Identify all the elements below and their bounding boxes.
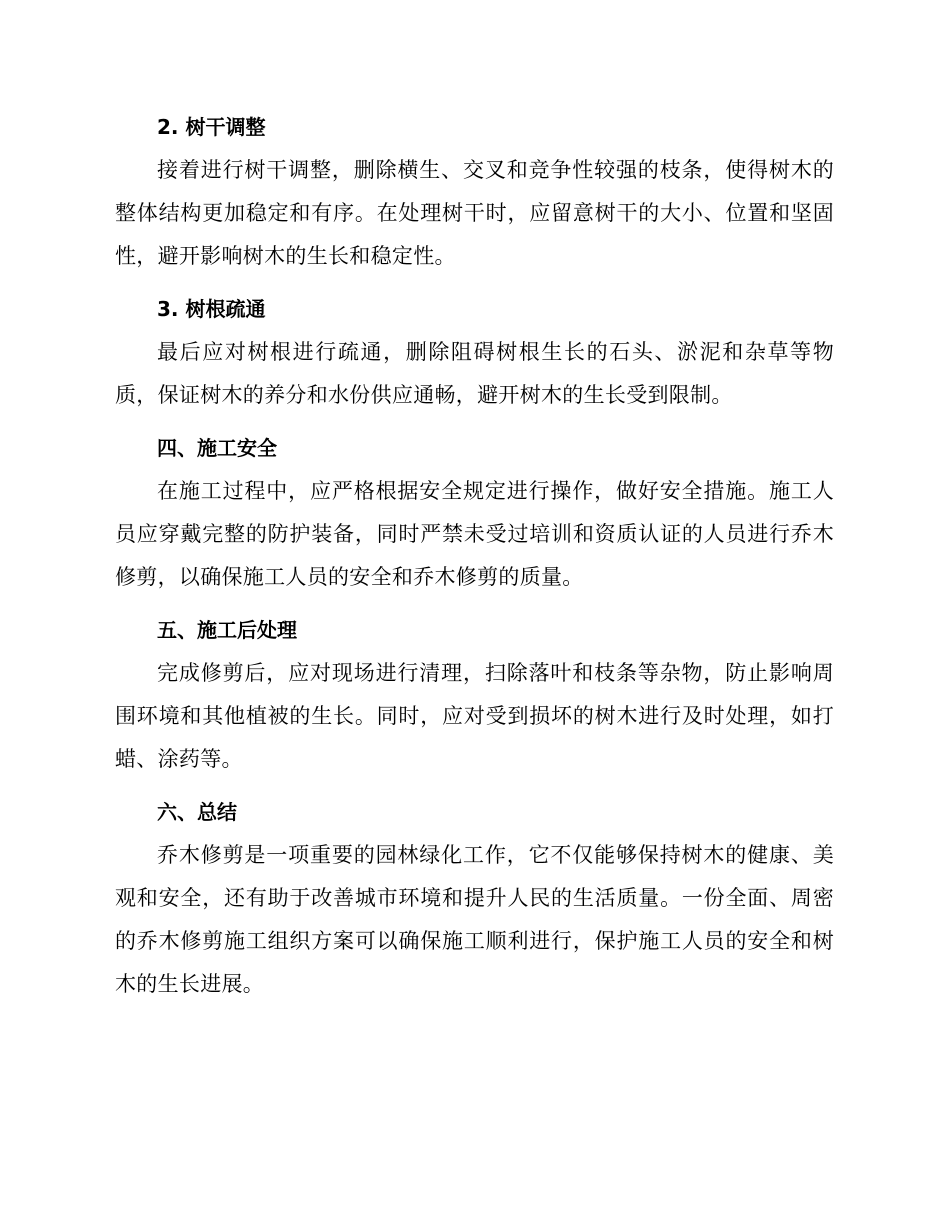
section-heading-root-clearing: 3. 树根疏通	[157, 297, 266, 321]
section-heading-trunk-adjustment: 2. 树干调整	[157, 115, 266, 139]
section-heading-construction-safety: 四、施工安全	[157, 436, 277, 460]
section-heading-summary: 六、总结	[157, 800, 237, 824]
section-paragraph-summary: 乔木修剪是一项重要的园林绿化工作，它不仅能够保持树木的健康、美观和安全，还有助于改善城市环境和提升人民的生活质量。一份全面、周密的乔木修剪施工组织方案可以确保施工顺利进行，保护施工人员的安全和树木的生长进展。	[115, 843, 834, 996]
section-paragraph-root-clearing: 最后应对树根进行疏通，删除阻碍树根生长的石头、淤泥和杂草等物质，保证树木的养分和水份供应通畅，避开树木的生长受到限制。	[115, 340, 834, 407]
section-paragraph-trunk-adjustment: 接着进行树干调整，删除横生、交叉和竞争性较强的枝条，使得树木的整体结构更加稳定和有序。在处理树干时，应留意树干的大小、位置和坚固性，避开影响树木的生长和稳定性。	[115, 158, 834, 268]
section-paragraph-construction-safety: 在施工过程中，应严格根据安全规定进行操作，做好安全措施。施工人员应穿戴完整的防护装备，同时严禁未受过培训和资质认证的人员进行乔木修剪，以确保施工人员的安全和乔木修剪的质量。	[115, 479, 834, 589]
section-paragraph-post-construction: 完成修剪后，应对现场进行清理，扫除落叶和枝条等杂物，防止影响周围环境和其他植被的生长。同时，应对受到损坏的树木进行及时处理，如打蜡、涂药等。	[115, 661, 834, 771]
section-heading-post-construction: 五、施工后处理	[157, 618, 297, 642]
